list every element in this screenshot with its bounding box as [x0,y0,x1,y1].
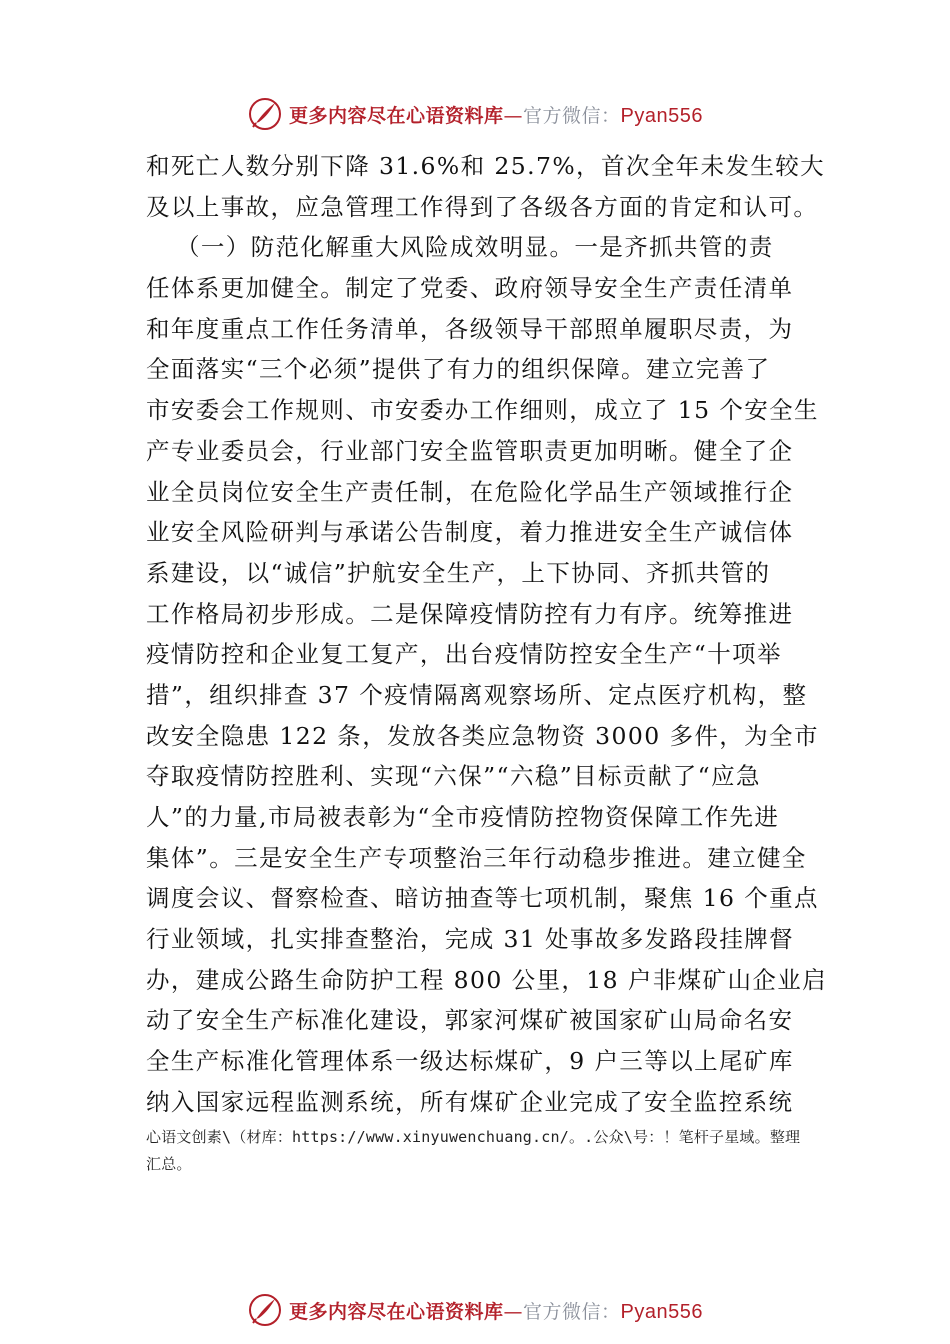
body-line: 产专业委员会，行业部门安全监管职责更加明晰。健全了企 [146,436,794,465]
body-line: 疫情防控和企业复工复产，出台疫情防控安全生产“十项举 [146,640,782,669]
banner-dash: — [503,104,524,127]
body-line: 业全员岗位安全生产责任制，在危险化学品生产领域推行企 [146,477,794,506]
wechat-label: 官方微信： [523,104,621,127]
body-line: 任体系更加健全。制定了党委、政府领导安全生产责任清单 [146,274,794,303]
feather-pen-icon [247,96,283,132]
source-note-line: 汇总。 [146,1155,192,1173]
body-line: 全面落实“三个必须”提供了有力的组织保障。建立完善了 [146,355,771,384]
body-line: 动了安全生产标准化建设，郭家河煤矿被国家矿山局命名安 [146,1006,794,1035]
feather-pen-icon [247,1292,283,1328]
body-line: 改安全隐患 122 条，发放各类应急物资 3000 多件，为全市 [146,721,819,750]
body-line: 系建设，以“诚信”护航安全生产，上下协同、齐抓共管的 [146,558,771,587]
body-line: 市安委会工作规则、市安委办工作细则，成立了 15 个安全生 [146,396,819,425]
header-banner-text [289,101,703,128]
footer-banner-text [289,1297,703,1324]
wechat-id: Pyan556 [620,1300,703,1323]
footer-banner [0,1290,950,1330]
body-line: 调度会议、督察检查、暗访抽查等七项机制，聚焦 16 个重点 [146,884,819,913]
brand-text: 更多内容尽在心语资料库 [289,1300,504,1323]
source-note [146,1124,846,1178]
body-line: 和年度重点工作任务清单，各级领导干部照单履职尽责，为 [146,314,794,343]
body-line: 纳入国家远程监测系统，所有煤矿企业完成了安全监控系统 [146,1087,794,1116]
wechat-label: 官方微信： [523,1300,621,1323]
body-line: 措”，组织排查 37 个疫情隔离观察场所、定点医疗机构，整 [146,680,808,709]
body-line: 办，建成公路生命防护工程 800 公里，18 户非煤矿山企业启 [146,965,828,994]
body-line: 和死亡人数分别下降 31.6%和 25.7%，首次全年未发生较大 [146,152,826,180]
body-line: 集体”。三是安全生产专项整治三年行动稳步推进。建立健全 [146,843,807,872]
body-line: 行业领域，扎实排查整治，完成 31 处事故多发路段挂牌督 [146,925,795,954]
brand-text: 更多内容尽在心语资料库 [289,104,504,127]
header-banner [0,94,950,134]
document-body [146,146,836,1123]
body-line: 夺取疫情防控胜利、实现“六保”“六稳”目标贡献了“应急 [146,762,761,791]
body-line: 及以上事故，应急管理工作得到了各级各方面的肯定和认可。 [146,192,819,221]
body-line: 人”的力量,市局被表彰为“全市疫情防控物资保障工作先进 [146,803,780,831]
body-line: 业安全风险研判与承诺公告制度，着力推进安全生产诚信体 [146,518,794,547]
source-note-line: 心语文创素\（材库：https://www.xinyuwenchuang.cn/。.公众\号：！笔杆子星域。整理 [146,1128,801,1146]
wechat-id: Pyan556 [620,104,703,127]
banner-dash: — [503,1300,524,1323]
body-line: 工作格局初步形成。二是保障疫情防控有力有序。统筹推进 [146,599,794,628]
section-heading-line: （一）防范化解重大风险成效明显。一是齐抓共管的责 [176,233,774,262]
body-line: 全生产标准化管理体系一级达标煤矿，9 户三等以上尾矿库 [146,1047,794,1076]
